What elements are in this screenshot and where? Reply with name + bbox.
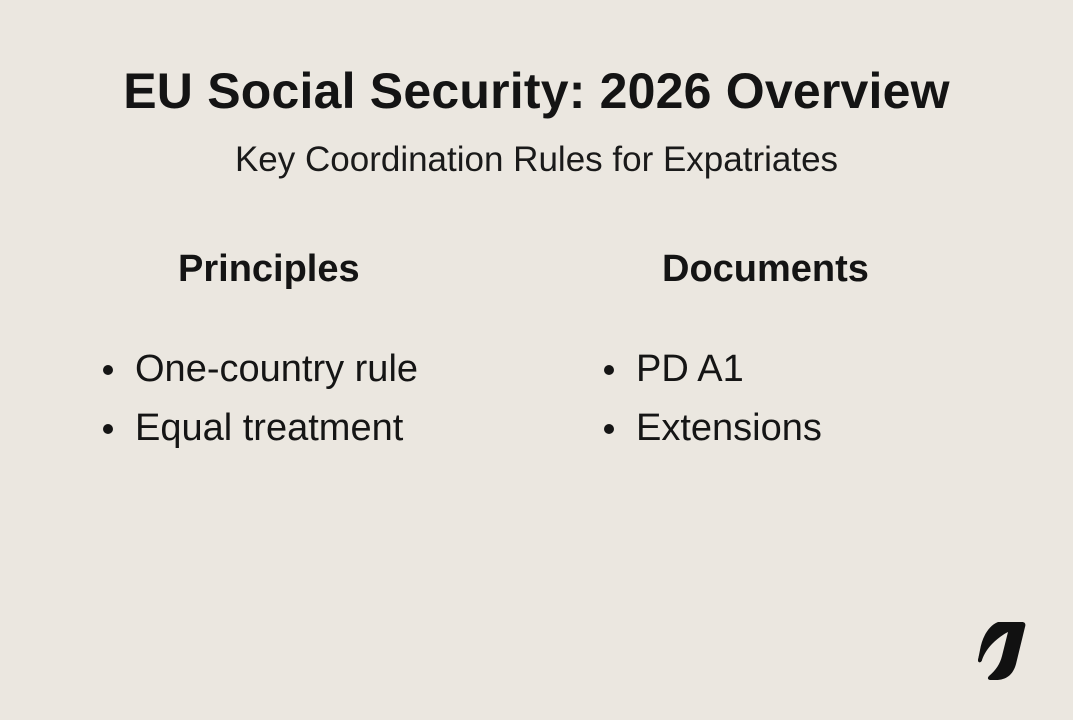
bullet-icon — [103, 365, 113, 375]
list-item — [597, 340, 822, 399]
page-subtitle: Key Coordination Rules for Expatriates — [234, 140, 839, 179]
list-item — [597, 399, 822, 458]
bullet-icon — [604, 365, 614, 375]
list-item-label: Extensions — [636, 407, 822, 449]
principles-heading: Principles — [178, 248, 360, 290]
list-item-label: Equal treatment — [135, 407, 404, 449]
list-item — [96, 340, 418, 399]
documents-list — [597, 340, 822, 458]
documents-heading: Documents — [662, 248, 869, 290]
list-item — [96, 399, 418, 458]
list-item-label: PD A1 — [636, 348, 744, 390]
principles-list — [96, 340, 418, 458]
page-title: EU Social Security: 2026 Overview — [123, 63, 950, 119]
brand-logo-icon — [976, 620, 1026, 682]
bullet-icon — [604, 424, 614, 434]
bullet-icon — [103, 424, 113, 434]
list-item-label: One-country rule — [135, 348, 419, 390]
